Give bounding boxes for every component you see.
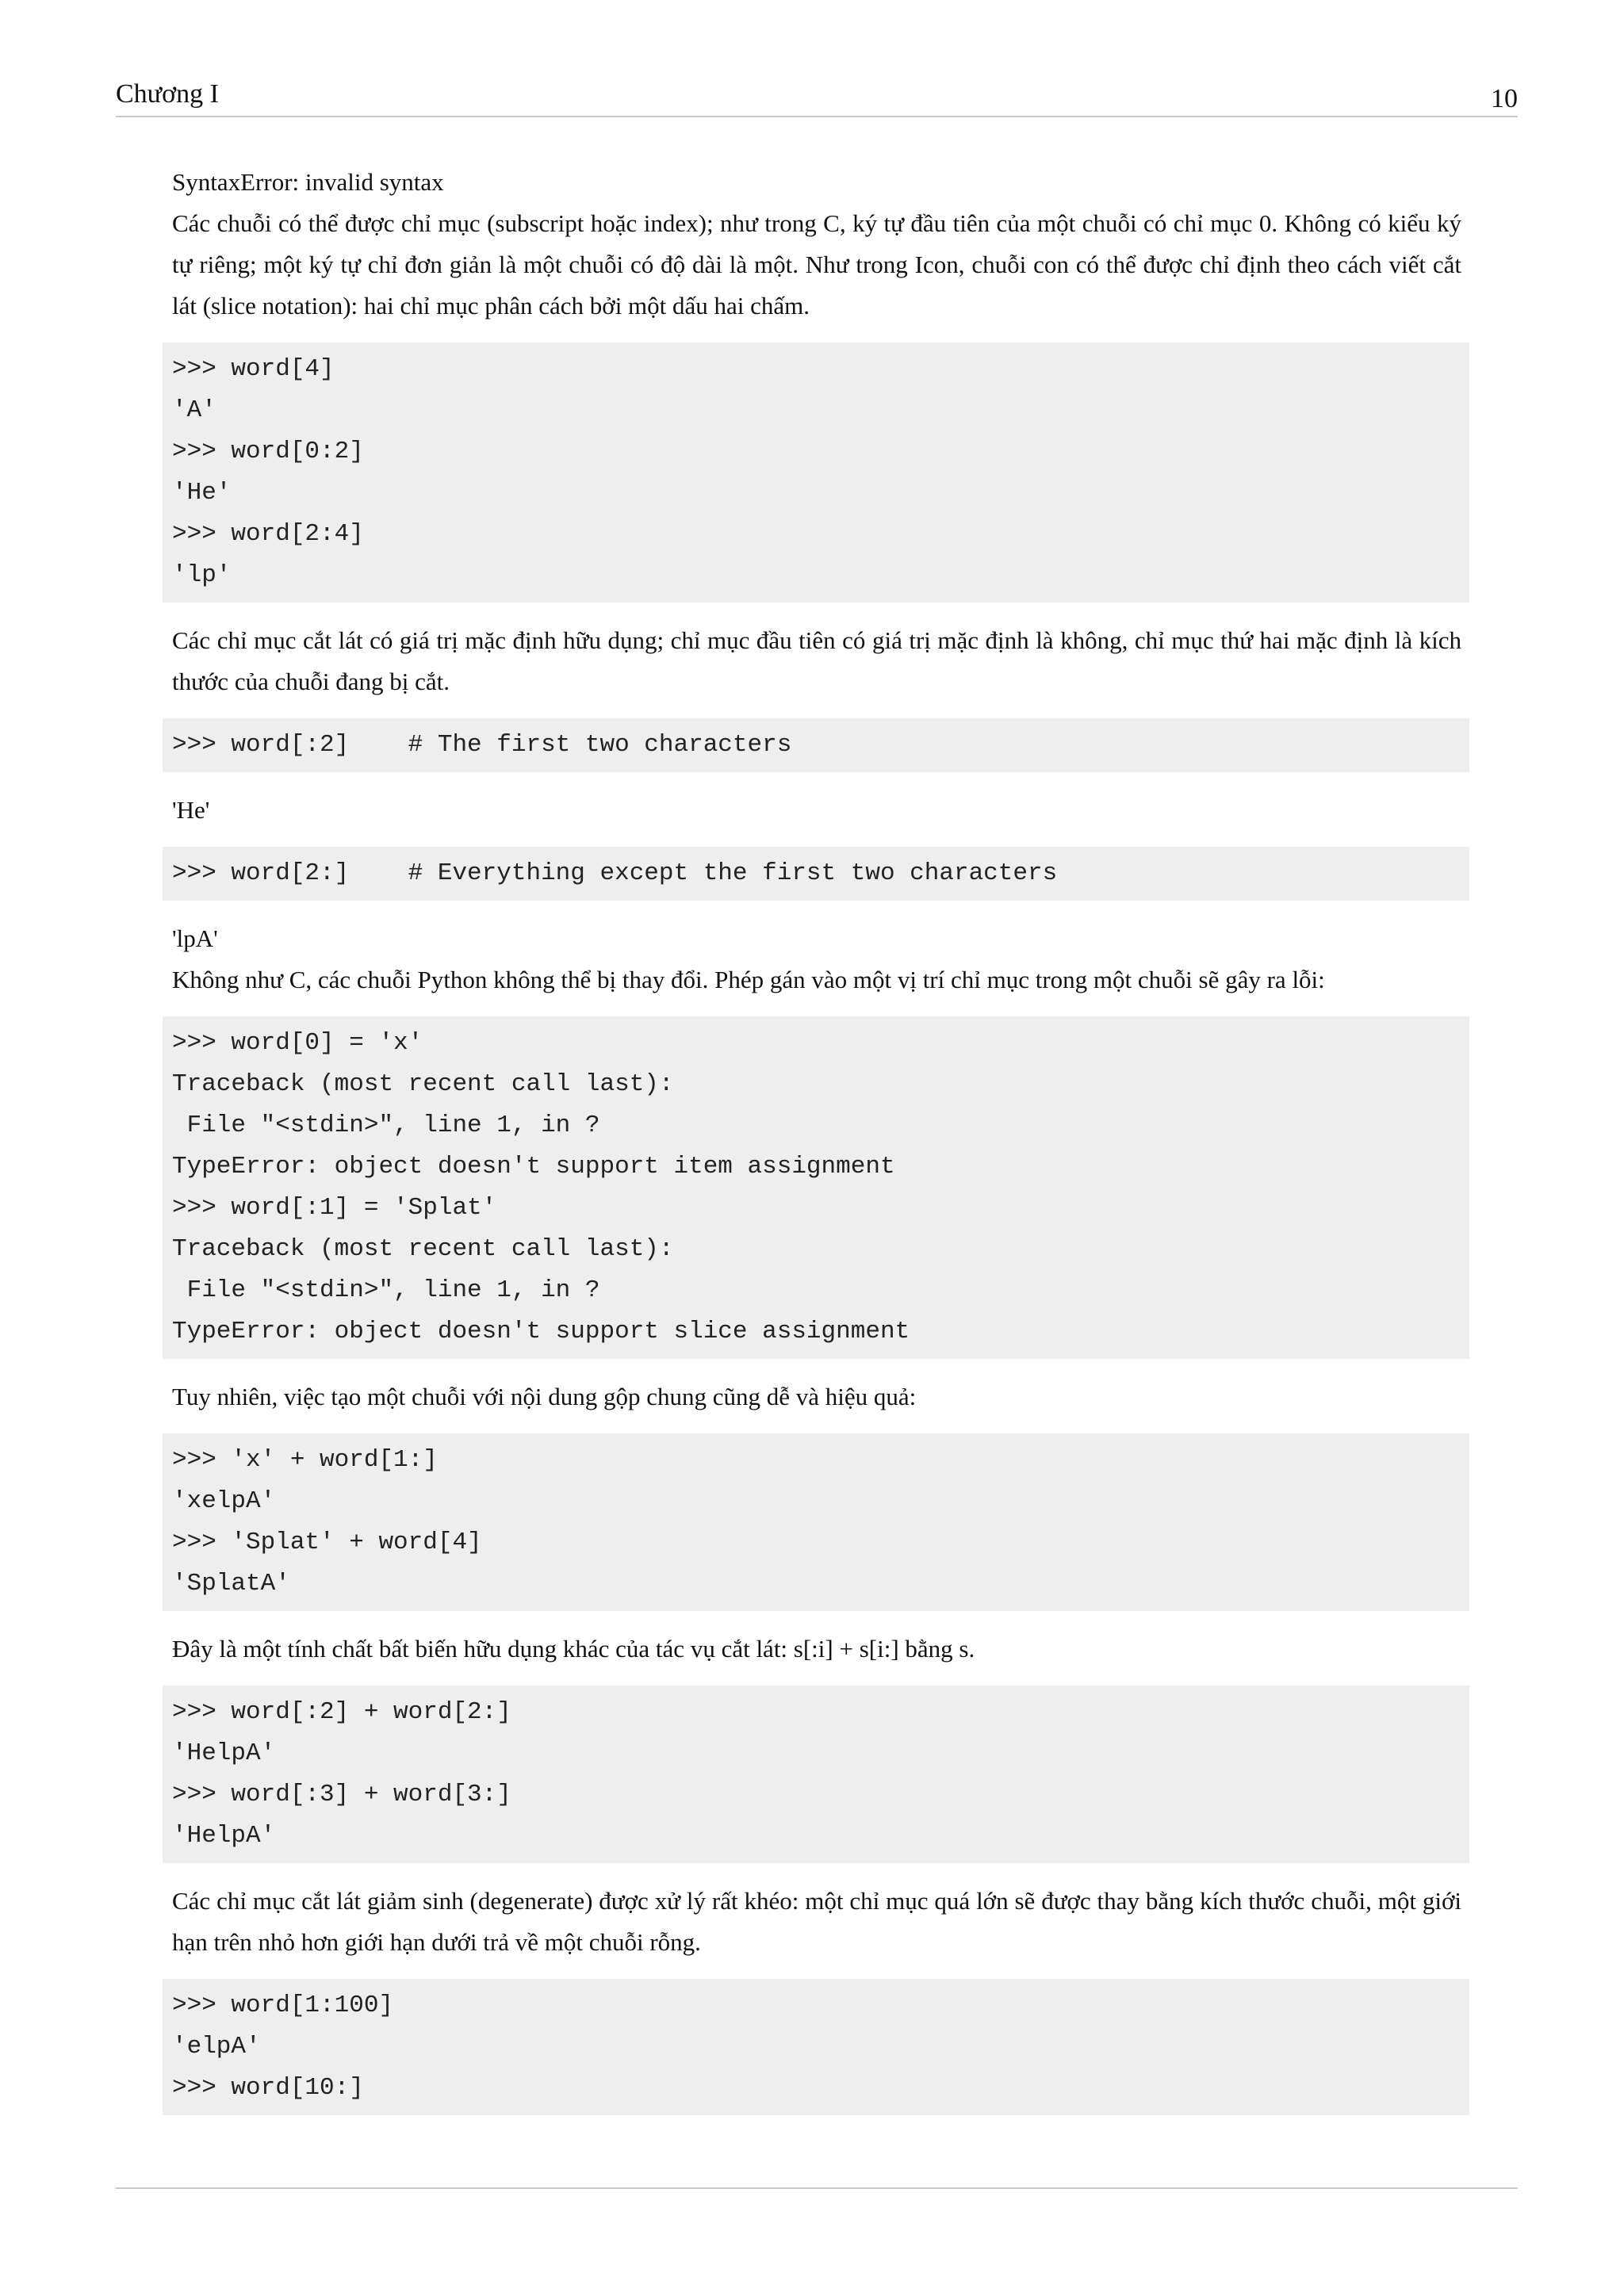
paragraph-slice-defaults: Các chỉ mục cắt lát có giá trị mặc định hữu dụng; chỉ mục đầu tiên có giá trị mặc định là không, chỉ mục thứ hai mặc định là kích thước của chuỗi đang bị cắt. xyxy=(172,626,1461,695)
code-block-invariant xyxy=(163,1686,1469,1863)
code-line: >>> 'Splat' + word[4] xyxy=(172,1529,482,1556)
page-number: 10 xyxy=(1491,84,1518,113)
page-header xyxy=(116,76,1518,117)
code-line: >>> word[2:] # Everything except the first two characters xyxy=(172,859,1058,887)
paragraph-immutable-strings: Không như C, các chuỗi Python không thể bị thay đổi. Phép gán vào một vị trí chỉ mục trong một chuỗi sẽ gây ra lỗi: xyxy=(172,966,1325,993)
paragraph-syntax-error: SyntaxError: invalid syntax xyxy=(172,168,444,196)
code-line: 'A' xyxy=(172,396,216,424)
code-line: 'elpA' xyxy=(172,2033,261,2061)
code-line: 'HelpA' xyxy=(172,1822,276,1850)
code-line: >>> word[:2] # The first two characters xyxy=(172,731,792,759)
code-line: TypeError: object doesn't support item assignment xyxy=(172,1153,895,1181)
code-line: Traceback (most recent call last): xyxy=(172,1070,674,1098)
code-line: >>> word[:3] + word[3:] xyxy=(172,1781,511,1808)
code-line: >>> word[:2] + word[2:] xyxy=(172,1698,511,1726)
code-line: 'HelpA' xyxy=(172,1739,276,1767)
code-line: File "<stdin>", line 1, in ? xyxy=(172,1276,600,1304)
code-block-concatenation xyxy=(163,1433,1469,1611)
code-line: >>> word[:1] = 'Splat' xyxy=(172,1194,497,1222)
code-line: 'lp' xyxy=(172,561,232,589)
code-block-slice-start xyxy=(163,718,1469,772)
footer-divider xyxy=(116,2187,1518,2189)
code-block-assignment-errors xyxy=(163,1016,1469,1359)
code-line: File "<stdin>", line 1, in ? xyxy=(172,1112,600,1139)
paragraph-degenerate-slices: Các chỉ mục cắt lát giảm sinh (degenerate) được xử lý rất khéo: một chỉ mục quá lớn sẽ được thay bằng kích thước chuỗi, một giới hạn trên nhỏ hơn giới hạn dưới trả về một chuỗi rỗng. xyxy=(172,1887,1461,1956)
code-line: >>> word[10:] xyxy=(172,2074,364,2102)
code-line: >>> word[0:2] xyxy=(172,438,364,465)
code-line: Traceback (most recent call last): xyxy=(172,1235,674,1263)
chapter-title: Chương I xyxy=(116,79,219,109)
paragraph-slice-invariant: Đây là một tính chất bất biến hữu dụng khác của tác vụ cắt lát: s[:i] + s[i:] bằng s. xyxy=(172,1635,975,1663)
code-line: 'xelpA' xyxy=(172,1487,276,1515)
paragraph-new-string: Tuy nhiên, việc tạo một chuỗi với nội dung gộp chung cũng dễ và hiệu quả: xyxy=(172,1383,917,1410)
code-line: 'He' xyxy=(172,479,232,507)
code-line: >>> word[0] = 'x' xyxy=(172,1029,423,1057)
paragraph-string-indexing: Các chuỗi có thể được chỉ mục (subscript hoặc index); như trong C, ký tự đầu tiên của một chuỗi có chỉ mục 0. Không có kiểu ký tự riêng; một ký tự chỉ đơn giản là một chuỗi có độ dài là một. Như trong Icon, chuỗi con có thể được chỉ định theo cách viết cắt lát (slice notation): hai chỉ mục phân cách bởi một dấu hai chấm. xyxy=(172,209,1461,320)
code-block-degenerate xyxy=(163,1979,1469,2115)
page-content xyxy=(163,162,1469,2133)
code-line: >>> 'x' + word[1:] xyxy=(172,1446,438,1474)
code-block-indexing xyxy=(163,342,1469,603)
code-line: >>> word[4] xyxy=(172,355,335,383)
code-line: TypeError: object doesn't support slice assignment xyxy=(172,1318,910,1345)
paragraph-output-lpa: 'lpA' xyxy=(172,924,218,952)
code-line: 'SplatA' xyxy=(172,1570,290,1598)
code-line: >>> word[1:100] xyxy=(172,1992,394,2019)
code-block-slice-end xyxy=(163,847,1469,901)
code-line: >>> word[2:4] xyxy=(172,520,364,548)
paragraph-output-he: 'He' xyxy=(172,796,210,824)
